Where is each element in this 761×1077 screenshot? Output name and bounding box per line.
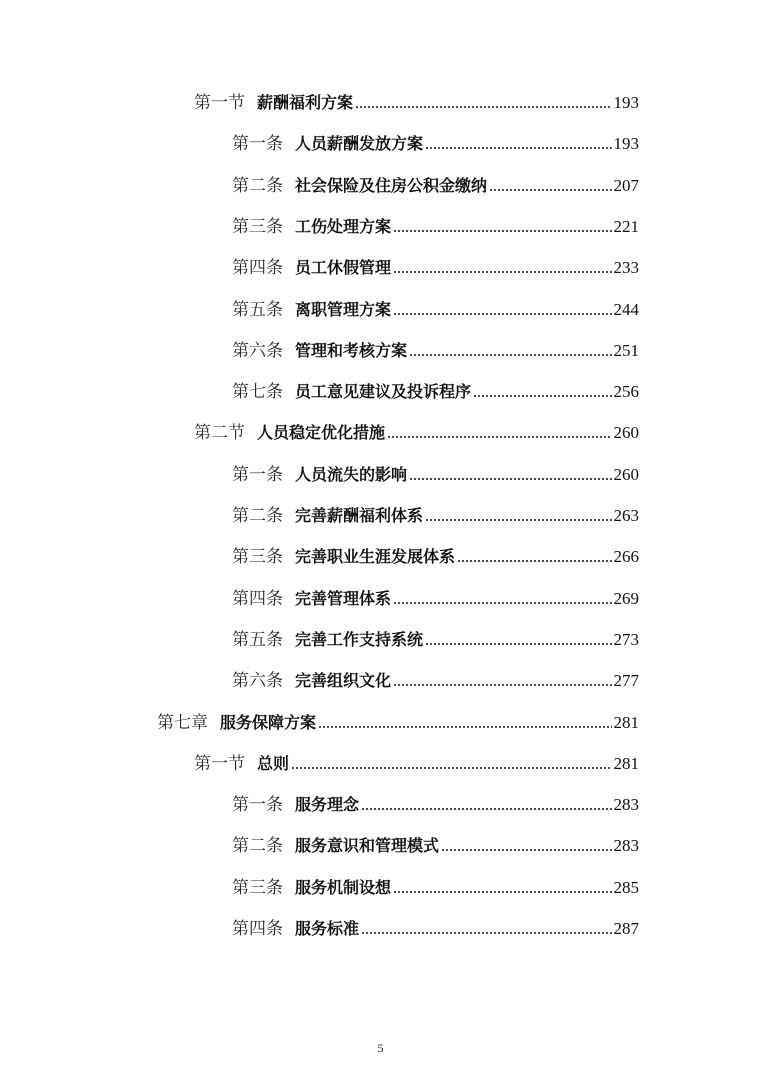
toc-entry-page: 283 bbox=[613, 836, 639, 855]
dot-leader bbox=[355, 105, 611, 109]
toc-entry[interactable] bbox=[232, 127, 639, 155]
toc-entry-number: 第四条 bbox=[232, 919, 283, 939]
toc-entry[interactable] bbox=[232, 871, 639, 899]
toc-entry-page: 287 bbox=[613, 919, 639, 938]
dot-leader bbox=[318, 725, 611, 729]
toc-entry-title: 完善管理体系 bbox=[295, 589, 392, 608]
toc-entry-number: 第四条 bbox=[232, 258, 283, 278]
toc-entry-number: 第一条 bbox=[232, 134, 283, 154]
toc-entry-title: 服务理念 bbox=[295, 795, 360, 814]
toc-entry-page: 283 bbox=[613, 795, 639, 814]
toc-entry[interactable] bbox=[232, 540, 639, 568]
toc-entry-title: 服务保障方案 bbox=[220, 713, 317, 732]
toc-entry-page: 260 bbox=[613, 465, 639, 484]
dot-leader bbox=[387, 435, 611, 439]
toc-entry[interactable] bbox=[232, 458, 639, 486]
toc-entry-page: 256 bbox=[613, 382, 639, 401]
toc-entry[interactable] bbox=[194, 416, 639, 444]
dot-leader bbox=[425, 642, 611, 646]
toc-entry-page: 251 bbox=[613, 341, 639, 360]
toc-entry-page: 207 bbox=[613, 176, 639, 195]
dot-leader bbox=[393, 312, 611, 316]
toc-entry-title: 服务机制设想 bbox=[295, 878, 392, 897]
toc-entry-number: 第二条 bbox=[232, 836, 283, 856]
toc-entry-page: 221 bbox=[613, 217, 639, 236]
dot-leader bbox=[393, 601, 611, 605]
toc-entry-number: 第一节 bbox=[194, 93, 245, 113]
toc-entry-page: 266 bbox=[613, 547, 639, 566]
toc-entry-title: 总则 bbox=[257, 754, 290, 773]
toc-entry[interactable] bbox=[194, 86, 639, 114]
toc-entry-page: 269 bbox=[613, 589, 639, 608]
toc-entry-title: 离职管理方案 bbox=[295, 300, 392, 319]
toc-entry[interactable] bbox=[232, 293, 639, 321]
toc-entry-page: 277 bbox=[613, 671, 639, 690]
dot-leader bbox=[393, 683, 611, 687]
dot-leader bbox=[425, 518, 611, 522]
toc-entry[interactable] bbox=[232, 375, 639, 403]
dot-leader bbox=[409, 477, 611, 481]
toc-entry-page: 193 bbox=[613, 134, 639, 153]
toc-entry-page: 244 bbox=[613, 300, 639, 319]
toc-entry-page: 281 bbox=[613, 754, 639, 773]
toc-entry[interactable] bbox=[232, 210, 639, 238]
toc-entry-number: 第二条 bbox=[232, 506, 283, 526]
toc-entry-page: 233 bbox=[613, 258, 639, 277]
toc-entry-page: 263 bbox=[613, 506, 639, 525]
dot-leader bbox=[425, 146, 611, 150]
toc-entry[interactable] bbox=[194, 747, 639, 775]
toc-entry[interactable] bbox=[232, 251, 639, 279]
toc-entry[interactable] bbox=[232, 829, 639, 857]
toc-entry[interactable] bbox=[232, 664, 639, 692]
toc-entry-title: 人员稳定优化措施 bbox=[257, 423, 386, 442]
toc-entry[interactable] bbox=[232, 169, 639, 197]
dot-leader bbox=[473, 394, 611, 398]
toc-entry-number: 第三条 bbox=[232, 217, 283, 237]
toc-entry-title: 人员流失的影响 bbox=[295, 465, 408, 484]
toc-entry-number: 第一条 bbox=[232, 795, 283, 815]
toc-entry-title: 完善工作支持系统 bbox=[295, 630, 424, 649]
toc-entry-page: 273 bbox=[613, 630, 639, 649]
dot-leader bbox=[393, 890, 611, 894]
toc-entry-title: 完善组织文化 bbox=[295, 671, 392, 690]
toc-entry-page: 281 bbox=[613, 713, 639, 732]
page-number: 5 bbox=[377, 1041, 384, 1055]
toc-entry-title: 薪酬福利方案 bbox=[257, 93, 354, 112]
toc-entry-title: 完善职业生涯发展体系 bbox=[295, 547, 456, 566]
toc-entry-number: 第四条 bbox=[232, 589, 283, 609]
toc-entry-number: 第二条 bbox=[232, 176, 283, 196]
toc-entry-number: 第三条 bbox=[232, 547, 283, 567]
dot-leader bbox=[393, 229, 611, 233]
toc-entry-title: 完善薪酬福利体系 bbox=[295, 506, 424, 525]
toc-entry[interactable] bbox=[232, 788, 639, 816]
toc-entry-number: 第七章 bbox=[157, 713, 208, 733]
toc-entry-number: 第七条 bbox=[232, 382, 283, 402]
toc-entry-title: 管理和考核方案 bbox=[295, 341, 408, 360]
dot-leader bbox=[393, 270, 611, 274]
dot-leader bbox=[441, 848, 611, 852]
dot-leader bbox=[361, 807, 611, 811]
toc-entry-number: 第二节 bbox=[194, 423, 245, 443]
dot-leader bbox=[489, 188, 611, 192]
toc-entry-number: 第六条 bbox=[232, 341, 283, 361]
toc-entry-title: 工伤处理方案 bbox=[295, 217, 392, 236]
toc-entry-number: 第五条 bbox=[232, 630, 283, 650]
dot-leader bbox=[457, 559, 611, 563]
toc-entry-title: 员工意见建议及投诉程序 bbox=[295, 382, 472, 401]
toc-entry-number: 第六条 bbox=[232, 671, 283, 691]
toc-entry-page: 260 bbox=[613, 423, 639, 442]
toc-entry-title: 服务意识和管理模式 bbox=[295, 836, 440, 855]
toc-entry-number: 第三条 bbox=[232, 878, 283, 898]
toc-entry[interactable] bbox=[232, 623, 639, 651]
toc-entry-number: 第一节 bbox=[194, 754, 245, 774]
toc-entry-number: 第一条 bbox=[232, 465, 283, 485]
toc-entry-title: 人员薪酬发放方案 bbox=[295, 134, 424, 153]
toc-entry-page: 193 bbox=[613, 93, 639, 112]
toc-entry-title: 社会保险及住房公积金缴纳 bbox=[295, 176, 488, 195]
toc-entry-title: 服务标准 bbox=[295, 919, 360, 938]
toc-entry-title: 员工休假管理 bbox=[295, 258, 392, 277]
dot-leader bbox=[409, 353, 611, 357]
toc-entry[interactable] bbox=[232, 334, 639, 362]
dot-leader bbox=[361, 931, 611, 935]
toc-entry[interactable] bbox=[157, 706, 639, 734]
toc-entry[interactable] bbox=[232, 499, 639, 527]
toc-entry-page: 285 bbox=[613, 878, 639, 897]
toc-entry[interactable] bbox=[232, 912, 639, 940]
toc-entry[interactable] bbox=[232, 582, 639, 610]
dot-leader bbox=[291, 766, 611, 770]
toc-entry-number: 第五条 bbox=[232, 300, 283, 320]
